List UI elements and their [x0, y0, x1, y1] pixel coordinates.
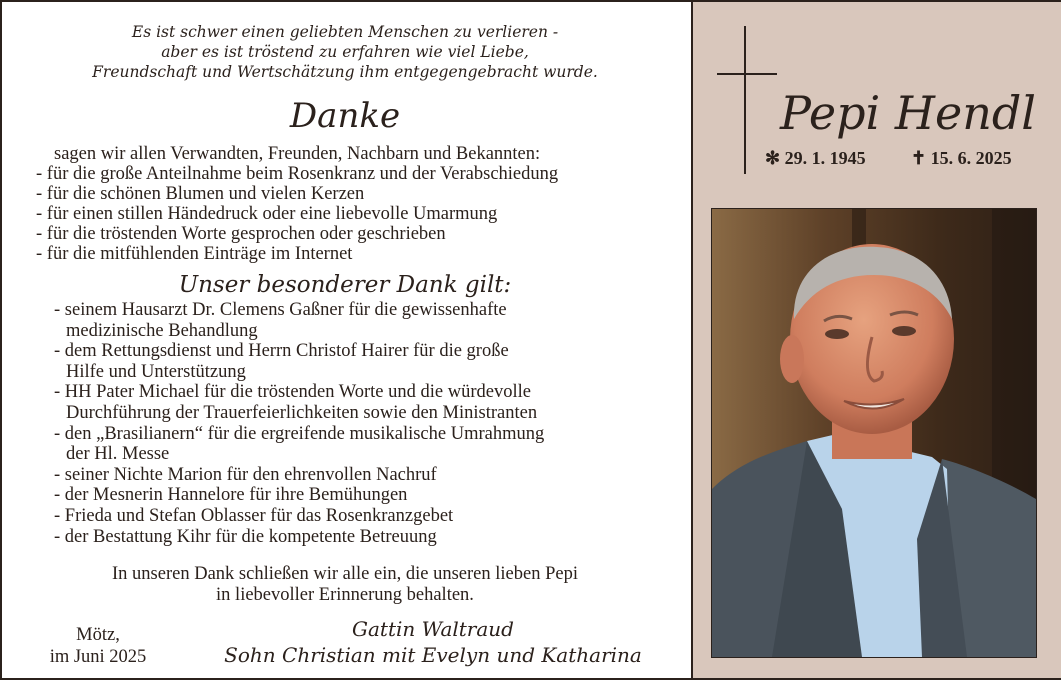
date: im Juni 2025	[49, 647, 147, 667]
list-item: - seinem Hausarzt Dr. Clemens Gaßner für die gewissenhafte medizinische Behandlung	[54, 300, 507, 341]
closing-text	[2, 564, 688, 605]
birth-date: ✻ 29. 1. 1945	[765, 148, 866, 168]
deceased-name: Pepi Hendl	[779, 86, 1036, 140]
closing-line: In unseren Dank schließen wir alle ein, die unseren lieben Pepi	[112, 564, 578, 584]
list-item: - seiner Nichte Marion für den ehrenvollen Nachruf	[54, 464, 437, 485]
quote-line: Freundschaft und Wertschätzung ihm entgegengebracht wurde.	[92, 63, 598, 81]
list-item: - den „Brasilianern“ für die ergreifende musikalische Umrahmung der Hl. Messe	[54, 423, 545, 465]
opening-quote	[2, 22, 688, 82]
list-item: - HH Pater Michael für die tröstenden Worte und die würdevolle Durchführung der Trauerfeierlichkeiten sowie den Ministranten	[54, 382, 538, 423]
place: Mötz,	[76, 625, 120, 645]
list-item: - für die tröstenden Worte gesprochen oder geschrieben	[36, 224, 446, 244]
cross-icon	[744, 26, 746, 174]
portrait-illustration	[712, 209, 1036, 657]
special-thanks-list	[54, 300, 544, 547]
list-item: - Frieda und Stefan Oblasser für das Rosenkranzgebet	[54, 505, 454, 526]
family-signature	[198, 616, 668, 668]
list-item: - der Bestattung Kihr für die kompetente Betreuung	[54, 526, 437, 547]
list-item: - für die große Anteilnahme beim Rosenkranz und der Verabschiedung	[36, 164, 559, 184]
list-item: - für die mitfühlenden Einträge im Internet	[36, 244, 353, 264]
list-item: - für die schönen Blumen und vielen Kerzen	[36, 184, 365, 204]
special-thanks-heading: Unser besonderer Dank gilt:	[178, 272, 512, 298]
family-line: Gattin Waltraud	[352, 617, 514, 641]
quote-line: Es ist schwer einen geliebten Menschen zu verlieren -	[131, 23, 559, 41]
portrait-photo	[711, 208, 1037, 658]
list-item: - dem Rettungsdienst und Herrn Christof Hairer für die große Hilfe und Unterstützung	[54, 341, 509, 382]
list-item: - für einen stillen Händedruck oder eine liebevolle Umarmung	[36, 204, 498, 224]
thanks-intro: sagen wir allen Verwandten, Freunden, Nachbarn und Bekannten:	[54, 144, 541, 164]
death-date: ✝ 15. 6. 2025	[911, 148, 1012, 168]
closing-line: in liebevoller Erinnerung behalten.	[216, 584, 474, 605]
thanks-title: Danke	[289, 96, 401, 136]
cross-icon	[717, 73, 777, 75]
quote-line: aber es ist tröstend zu erfahren wie viel Liebe,	[161, 43, 529, 61]
place-date	[38, 624, 158, 668]
list-item: - der Mesnerin Hannelore für ihre Bemühungen	[54, 485, 408, 506]
thanks-text-panel	[2, 2, 688, 678]
thanks-list	[36, 164, 558, 264]
family-line: Sohn Christian mit Evelyn und Katharina	[224, 643, 642, 667]
memorial-panel	[691, 2, 1061, 678]
